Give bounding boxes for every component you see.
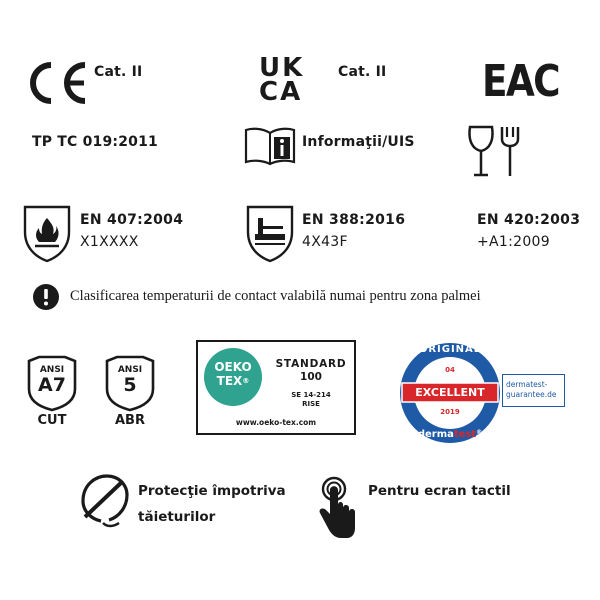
cut-line-1: Protecţie împotriva <box>138 483 286 499</box>
dermatest-site-2: guarantee.de <box>506 390 557 399</box>
cut-protection-icon <box>79 473 131 529</box>
dermatest-badge: EXCELLENT <box>415 386 485 399</box>
oeko-standard: STANDARD <box>275 358 347 370</box>
en420-title: EN 420:2003 <box>477 212 581 228</box>
oeko-url: www.oeko-tex.com <box>235 418 317 427</box>
oeko-tex-logo-text <box>204 360 262 388</box>
ce-category: Cat. II <box>94 64 143 80</box>
cut-protection-label <box>138 482 286 526</box>
en407-title: EN 407:2004 <box>80 212 184 228</box>
mechanical-hammer-shield-icon <box>245 204 295 264</box>
eac-mark: EAC <box>482 56 559 107</box>
dermatest-site-1: dermatest- <box>506 380 548 389</box>
ukca-top-text: UK <box>259 53 305 83</box>
cut-line-2: tăieturilor <box>138 509 216 525</box>
oeko-number: 100 <box>300 371 322 383</box>
oeko-institute: RISE <box>302 400 320 408</box>
ukca-category: Cat. II <box>338 64 387 80</box>
ansi-cut-grade: A7 <box>38 374 66 396</box>
warning-exclamation-icon <box>33 284 59 310</box>
tp-tc-standard: TP TC 019:2011 <box>32 134 158 150</box>
oeko-tex-label <box>196 340 356 435</box>
dermatest-seal <box>398 341 502 445</box>
ansi-abr-label: ABR <box>115 413 145 428</box>
dermatest-year: 2019 <box>440 408 460 416</box>
en388-block <box>302 209 405 253</box>
ansi-cut-label: CUT <box>37 413 67 428</box>
dermatest-site-box <box>502 374 565 407</box>
dermatest-top: ORIGINAL <box>418 344 482 355</box>
en420-block <box>477 209 580 253</box>
ansi-cut-badge <box>26 355 78 428</box>
ce-mark-icon <box>21 62 89 104</box>
heat-flame-shield-icon <box>22 204 72 264</box>
tex-line: TEX® <box>216 374 250 388</box>
oeko-line: OEKO <box>214 360 252 374</box>
oeko-code: SE 14-214 <box>291 391 331 399</box>
info-book-icon <box>244 126 296 166</box>
ansi-cut-top: ANSI <box>39 365 65 375</box>
touchscreen-hand-icon <box>313 476 357 542</box>
touchscreen-label: Pentru ecran tactil <box>368 483 511 499</box>
en407-block <box>80 209 183 253</box>
ukca-bottom-text: CA <box>259 77 303 107</box>
en420-code: +A1:2009 <box>477 234 550 250</box>
ansi-abr-badge <box>104 355 156 428</box>
en388-code: 4X43F <box>302 234 348 250</box>
contact-heat-note: Clasificarea temperaturii de contact valabilă numai pentru zona palmei <box>70 288 481 304</box>
en407-code: X1XXXX <box>80 234 139 250</box>
ansi-abr-grade: 5 <box>123 374 137 396</box>
info-label: Informaţii/UIS <box>302 134 415 150</box>
food-contact-icon <box>466 124 520 180</box>
ukca-mark <box>259 53 305 107</box>
dermatest-small: 04 <box>445 366 455 374</box>
dermatest-bottom: dermatest® <box>417 429 483 440</box>
ansi-abr-top: ANSI <box>117 365 143 375</box>
en388-title: EN 388:2016 <box>302 212 406 228</box>
